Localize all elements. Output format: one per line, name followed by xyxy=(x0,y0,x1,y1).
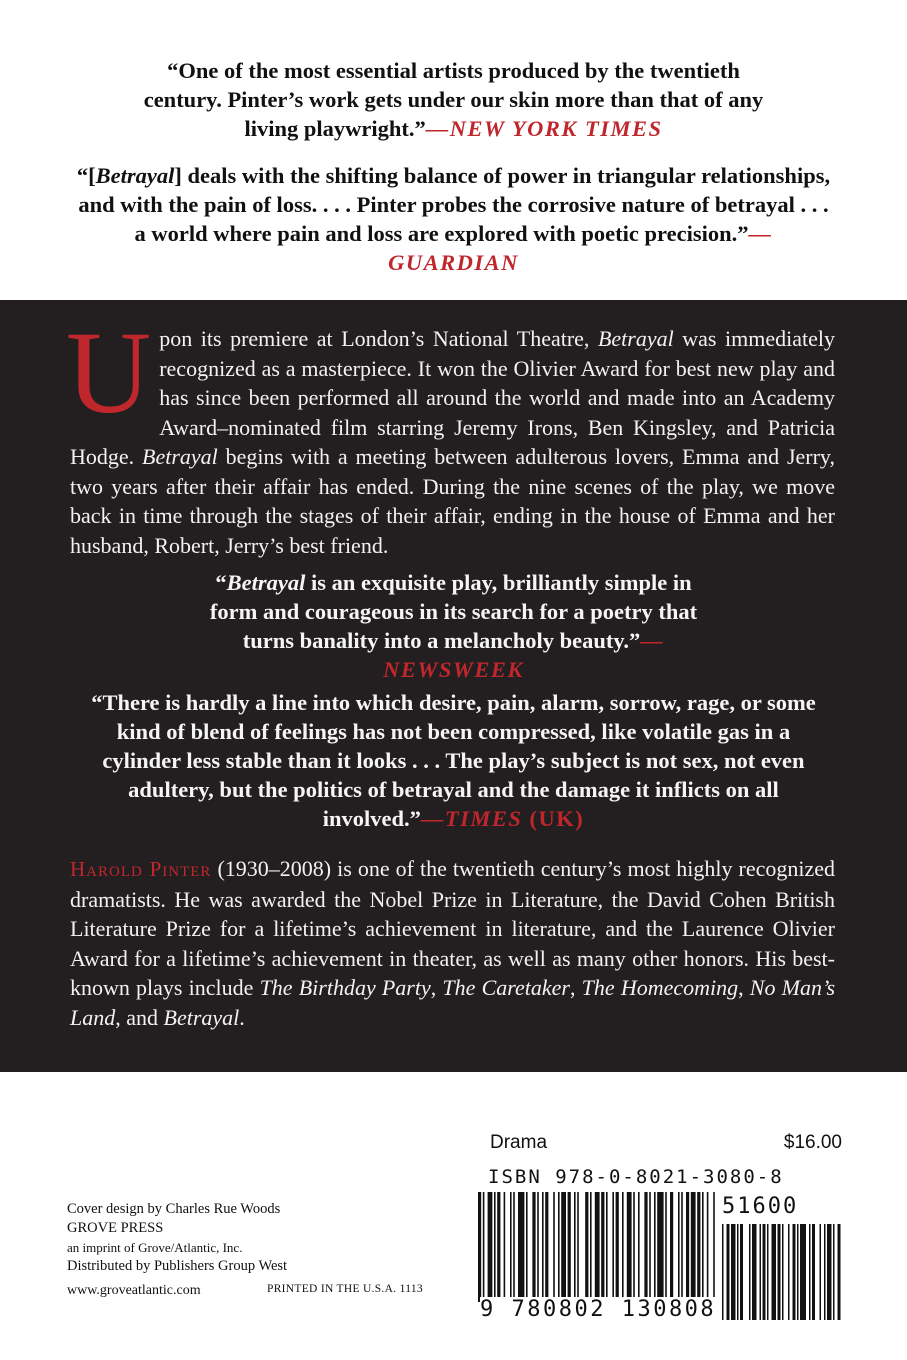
review-quote-times xyxy=(0,688,907,833)
barcode-bar xyxy=(561,1192,566,1302)
review-quote-nyt xyxy=(0,56,907,143)
addon-bar xyxy=(722,1224,724,1320)
barcode-bar xyxy=(616,1192,619,1302)
desc-title-1: Betrayal xyxy=(597,326,674,351)
addon-bar xyxy=(788,1224,790,1320)
addon-bar xyxy=(740,1224,743,1320)
review-quote-newsweek xyxy=(0,568,907,684)
imprint-line: an imprint of Grove/Atlantic, Inc. xyxy=(67,1240,243,1255)
bio-text: (1930–2008) is one of the twentieth century’s most highly recognized dramatists. He was awarded the Nobel Prize in Literature, the David Cohen British Literature Prize for a lifetime’s achievement in literature, and the Laurence Olivier Award for a lifetime’s achievement in theater, as well as many other honors. His best-known plays include xyxy=(70,856,836,1000)
barcode-bar xyxy=(497,1192,500,1302)
barcode-bar xyxy=(558,1192,560,1302)
barcode-bar xyxy=(553,1192,555,1302)
barcode-bar xyxy=(638,1192,640,1302)
website-link[interactable]: www.groveatlantic.com xyxy=(67,1283,201,1298)
play-title: The Birthday Party xyxy=(259,975,431,1000)
barcode-bar xyxy=(681,1192,683,1302)
barcode-bar xyxy=(633,1192,635,1302)
desc-text-1: pon its premiere at London’s National Theatre, xyxy=(159,326,598,351)
barcode-bar xyxy=(627,1192,632,1302)
price-label: $16.00 xyxy=(783,1132,842,1153)
desc-text-3: begins with a meeting between adulterous lovers, Emma and Jerry, two years after their affair has ended. During the nine scenes of the play, we move back in time through the stages of their affair, ending in the house of Emma and her husband, Robert, Jerry’s best friend. xyxy=(70,444,835,558)
cover-design-credit: Cover design by Charles Rue Woods xyxy=(67,1201,281,1217)
play-title: No Man’s Land xyxy=(70,975,836,1030)
review-quote-guardian xyxy=(0,161,907,277)
barcode-bar xyxy=(622,1192,624,1302)
barcode-bar xyxy=(504,1192,506,1302)
isbn-label: ISBN 978-0-8021-3080-8 xyxy=(488,1166,784,1188)
barcode-area xyxy=(478,1132,842,1322)
addon-bar xyxy=(760,1224,762,1320)
addon-bar xyxy=(749,1224,751,1320)
quote-open: “ xyxy=(215,570,227,595)
printed-in-line: PRINTED IN THE U.S.A. 1113 xyxy=(267,1283,423,1295)
barcode-bar xyxy=(590,1192,592,1302)
addon-bar xyxy=(820,1224,822,1320)
barcode-bar xyxy=(649,1192,651,1302)
quote-text: “One of the most essential artists produced by the twentieth century. Pinter’s work gets under our skin more than that of any living playwright.” xyxy=(143,58,764,141)
desc-text-2: was immediately recognized as a masterpiece. It won the Olivier Award for best new play and has since been performed all around the world and made into an Academy Award–nominated film starring Jeremy Irons, Ben Kingsley, and Patricia Hodge. xyxy=(70,326,835,469)
addon-bar xyxy=(812,1224,815,1320)
addon-bar xyxy=(827,1224,832,1320)
top-review-quotes xyxy=(0,56,907,277)
barcode-bar xyxy=(532,1192,535,1302)
dark-panel xyxy=(0,300,907,1072)
separator: , xyxy=(430,975,443,1000)
quote-text: is an exquisite play, brilliantly simple in form and courageous in its search for a poetry that turns banality into a melancholy beauty.” xyxy=(209,570,698,653)
barcode-bar xyxy=(686,1192,689,1302)
dropcap-letter: U xyxy=(66,307,152,438)
barcode-bar xyxy=(707,1192,709,1302)
publisher-name: GROVE PRESS xyxy=(67,1220,164,1236)
barcode-bar xyxy=(697,1192,700,1302)
barcode-bar xyxy=(665,1192,667,1302)
barcode-bar xyxy=(606,1192,608,1302)
addon-bar xyxy=(763,1224,766,1320)
barcode-bar xyxy=(537,1192,539,1302)
barcode-bar xyxy=(518,1192,524,1302)
barcode-bar xyxy=(601,1192,604,1302)
play-title: The Caretaker xyxy=(442,975,570,1000)
barcode-bar xyxy=(654,1192,656,1302)
barcode-bar xyxy=(644,1192,647,1302)
barcode-bar xyxy=(574,1192,576,1302)
barcode-bar xyxy=(595,1192,600,1302)
barcode-bar xyxy=(478,1192,481,1302)
author-bio xyxy=(70,854,835,1032)
addon-bar xyxy=(838,1224,841,1320)
period: . xyxy=(239,1004,245,1030)
barcode-bar xyxy=(526,1192,528,1302)
barcode-bar xyxy=(545,1192,548,1302)
quote-title: Betrayal xyxy=(95,163,175,188)
quote-source: —NEWSWEEK xyxy=(383,628,665,682)
addon-bar xyxy=(731,1224,736,1320)
genre-label: Drama xyxy=(490,1132,548,1153)
barcode-bar xyxy=(494,1192,496,1302)
book-description xyxy=(66,307,835,560)
addon-bar xyxy=(778,1224,781,1320)
barcode-bar xyxy=(513,1192,515,1302)
quote-source-suffix: (UK) xyxy=(522,806,585,831)
distributor-line: Distributed by Publishers Group West xyxy=(67,1258,288,1274)
addon-bar xyxy=(737,1224,739,1320)
barcode-bar xyxy=(670,1192,673,1302)
quote-title: Betrayal xyxy=(226,570,306,595)
separator: , xyxy=(569,975,582,1000)
quote-source: —TIMES xyxy=(420,806,523,831)
play-title: Betrayal xyxy=(163,1004,240,1030)
barcode-bar xyxy=(577,1192,579,1302)
barcode-bar xyxy=(568,1192,571,1302)
play-title: The Homecoming xyxy=(581,975,739,1000)
barcode-bar xyxy=(510,1192,512,1302)
barcode-bar xyxy=(542,1192,544,1302)
quote-source: —NEW YORK TIMES xyxy=(425,116,663,141)
author-name: Harold Pinter xyxy=(70,857,212,881)
addon-digits: 51600 xyxy=(722,1194,799,1219)
barcode-bar xyxy=(691,1192,696,1302)
barcode-bar xyxy=(585,1192,588,1302)
barcode-bar xyxy=(612,1192,614,1302)
addon-bar xyxy=(809,1224,811,1320)
ean-digits: 9 780802 130808 xyxy=(480,1297,717,1322)
addon-bar xyxy=(767,1224,769,1320)
addon-bar xyxy=(752,1224,757,1320)
quote-open: “[ xyxy=(76,163,96,188)
separator: , xyxy=(738,975,750,1000)
addon-bar xyxy=(800,1224,806,1320)
separator: , and xyxy=(115,1004,164,1030)
addon-bar xyxy=(824,1224,826,1320)
quote-source: —GUARDIAN xyxy=(388,221,773,275)
addon-bar xyxy=(833,1224,835,1320)
barcode-bar xyxy=(702,1192,704,1302)
quote-text: “There is hardly a line into which desire, pain, alarm, sorrow, rage, or some kind of blend of feelings has not been compressed, like volatile gas in a cylinder less stable than it looks . . . The play’s subject is not sex, not even adultery, but the politics of betrayal and the damage it inflicts on all involved.” xyxy=(91,690,816,831)
barcode-bar xyxy=(488,1192,493,1302)
barcode-bar xyxy=(657,1192,663,1302)
barcode-bar xyxy=(483,1192,485,1302)
desc-title-2: Betrayal xyxy=(142,444,218,469)
site-row xyxy=(67,1283,467,1299)
quote-text: ] deals with the shifting balance of power in triangular relationships, and with the pain of loss. . . . Pinter probes the corrosive nature of betrayal . . . a world where pain and loss are explored with poetic precision.” xyxy=(78,163,831,246)
addon-bar xyxy=(727,1224,730,1320)
barcode-bar xyxy=(678,1192,680,1302)
barcode-bar xyxy=(713,1192,715,1302)
addon-bar xyxy=(797,1224,799,1320)
addon-bar xyxy=(772,1224,777,1320)
addon-bar xyxy=(793,1224,796,1320)
addon-bar xyxy=(782,1224,784,1320)
publisher-credits xyxy=(67,1200,287,1276)
